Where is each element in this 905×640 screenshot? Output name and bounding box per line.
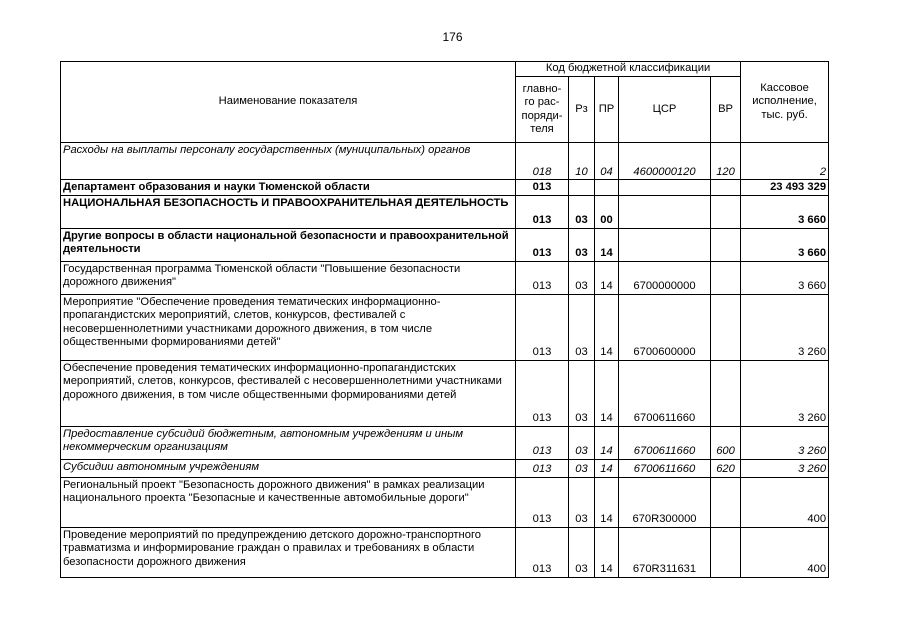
table-row xyxy=(61,143,829,180)
cell-csr: 670R300000 xyxy=(619,477,711,527)
cell-amount: 3 260 xyxy=(741,459,829,477)
cell-amount: 3 660 xyxy=(741,195,829,228)
cell-amount: 3 260 xyxy=(741,426,829,459)
cell-name: Региональный проект "Безопасность дорожного движения" в рамках реализации национального проекта "Безопасные и качественные автомобильные дороги" xyxy=(61,477,516,527)
cell-rz: 03 xyxy=(569,294,595,360)
cell-rz: 03 xyxy=(569,426,595,459)
cell-rz: 03 xyxy=(569,360,595,426)
cell-glavno: 013 xyxy=(516,261,569,294)
cell-amount: 3 260 xyxy=(741,360,829,426)
header-amount: Кассовое исполнение, тыс. руб. xyxy=(741,62,829,143)
cell-csr: 6700600000 xyxy=(619,294,711,360)
table-row xyxy=(61,195,829,228)
cell-pr: 00 xyxy=(595,195,619,228)
cell-glavno: 013 xyxy=(516,180,569,196)
page-number: 176 xyxy=(442,30,463,44)
header-code-group: Код бюджетной классификации xyxy=(516,62,741,77)
cell-pr: 14 xyxy=(595,261,619,294)
cell-pr: 14 xyxy=(595,426,619,459)
cell-vr: 620 xyxy=(711,459,741,477)
cell-glavno: 013 xyxy=(516,527,569,577)
cell-glavno: 013 xyxy=(516,477,569,527)
cell-rz xyxy=(569,180,595,196)
cell-csr: 6700611660 xyxy=(619,426,711,459)
table-row xyxy=(61,426,829,459)
cell-vr xyxy=(711,527,741,577)
cell-amount: 3 260 xyxy=(741,294,829,360)
table-row xyxy=(61,261,829,294)
cell-amount: 3 660 xyxy=(741,261,829,294)
cell-pr: 14 xyxy=(595,527,619,577)
cell-amount: 400 xyxy=(741,527,829,577)
cell-csr: 6700611660 xyxy=(619,360,711,426)
cell-pr: 14 xyxy=(595,294,619,360)
cell-pr: 14 xyxy=(595,477,619,527)
table-row xyxy=(61,477,829,527)
cell-glavno: 013 xyxy=(516,228,569,261)
cell-amount: 3 660 xyxy=(741,228,829,261)
cell-glavno: 013 xyxy=(516,195,569,228)
cell-name: НАЦИОНАЛЬНАЯ БЕЗОПАСНОСТЬ И ПРАВООХРАНИТЕЛЬНАЯ ДЕЯТЕЛЬНОСТЬ xyxy=(61,195,516,228)
cell-rz: 10 xyxy=(569,143,595,180)
cell-glavno: 018 xyxy=(516,143,569,180)
cell-pr: 14 xyxy=(595,360,619,426)
cell-name: Субсидии автономным учреждениям xyxy=(61,459,516,477)
cell-csr: 4600000120 xyxy=(619,143,711,180)
header-vr: ВР xyxy=(711,77,741,143)
cell-name: Другие вопросы в области национальной безопасности и правоохранительной деятельности xyxy=(61,228,516,261)
table-row xyxy=(61,180,829,196)
cell-pr: 04 xyxy=(595,143,619,180)
cell-name: Проведение мероприятий по предупреждению детского дорожно-транспортного травматизма и информирование граждан о правилах и требованиях в области безопасности дорожного движения xyxy=(61,527,516,577)
cell-pr xyxy=(595,180,619,196)
cell-glavno: 013 xyxy=(516,294,569,360)
budget-table xyxy=(60,61,829,578)
cell-pr: 14 xyxy=(595,459,619,477)
cell-vr xyxy=(711,261,741,294)
cell-name: Расходы на выплаты персоналу государственных (муниципальных) органов xyxy=(61,143,516,180)
cell-name: Мероприятие "Обеспечение проведения тематических информационно-пропагандистских мероприятий, слетов, конкурсов, фестивалей с несовершеннолетними участниками дорожного движения, в том числе общественными формированиями детей" xyxy=(61,294,516,360)
header-rz: Рз xyxy=(569,77,595,143)
cell-vr xyxy=(711,228,741,261)
cell-csr: 6700000000 xyxy=(619,261,711,294)
cell-amount: 2 xyxy=(741,143,829,180)
cell-vr xyxy=(711,195,741,228)
table-row xyxy=(61,294,829,360)
table-row xyxy=(61,360,829,426)
cell-glavno: 013 xyxy=(516,360,569,426)
table-row xyxy=(61,527,829,577)
cell-glavno: 013 xyxy=(516,426,569,459)
cell-csr: 6700611660 xyxy=(619,459,711,477)
header-glavno: главно-го рас-поряди-теля xyxy=(516,77,569,143)
cell-rz: 03 xyxy=(569,459,595,477)
cell-rz: 03 xyxy=(569,261,595,294)
cell-glavno: 013 xyxy=(516,459,569,477)
table-row xyxy=(61,459,829,477)
table-row xyxy=(61,228,829,261)
cell-csr xyxy=(619,195,711,228)
cell-vr xyxy=(711,477,741,527)
cell-name: Государственная программа Тюменской области "Повышение безопасности дорожного движения" xyxy=(61,261,516,294)
cell-vr: 120 xyxy=(711,143,741,180)
cell-vr: 600 xyxy=(711,426,741,459)
cell-csr: 670R311631 xyxy=(619,527,711,577)
cell-rz: 03 xyxy=(569,228,595,261)
cell-vr xyxy=(711,360,741,426)
table-header xyxy=(61,62,829,143)
cell-csr xyxy=(619,180,711,196)
cell-pr: 14 xyxy=(595,228,619,261)
cell-vr xyxy=(711,294,741,360)
table-body xyxy=(61,143,829,578)
header-pr: ПР xyxy=(595,77,619,143)
header-name: Наименование показателя xyxy=(61,62,516,143)
cell-rz: 03 xyxy=(569,195,595,228)
cell-vr xyxy=(711,180,741,196)
cell-name: Предоставление субсидий бюджетным, автономным учреждениям и иным некоммерческим организациям xyxy=(61,426,516,459)
cell-name: Департамент образования и науки Тюменской области xyxy=(61,180,516,196)
cell-name: Обеспечение проведения тематических информационно-пропагандистских мероприятий, слетов, конкурсов, фестивалей с несовершеннолетними участниками дорожного движения, в том числе общественными формированиями детей xyxy=(61,360,516,426)
cell-amount: 23 493 329 xyxy=(741,180,829,196)
cell-amount: 400 xyxy=(741,477,829,527)
cell-csr xyxy=(619,228,711,261)
cell-rz: 03 xyxy=(569,527,595,577)
cell-rz: 03 xyxy=(569,477,595,527)
header-csr: ЦСР xyxy=(619,77,711,143)
